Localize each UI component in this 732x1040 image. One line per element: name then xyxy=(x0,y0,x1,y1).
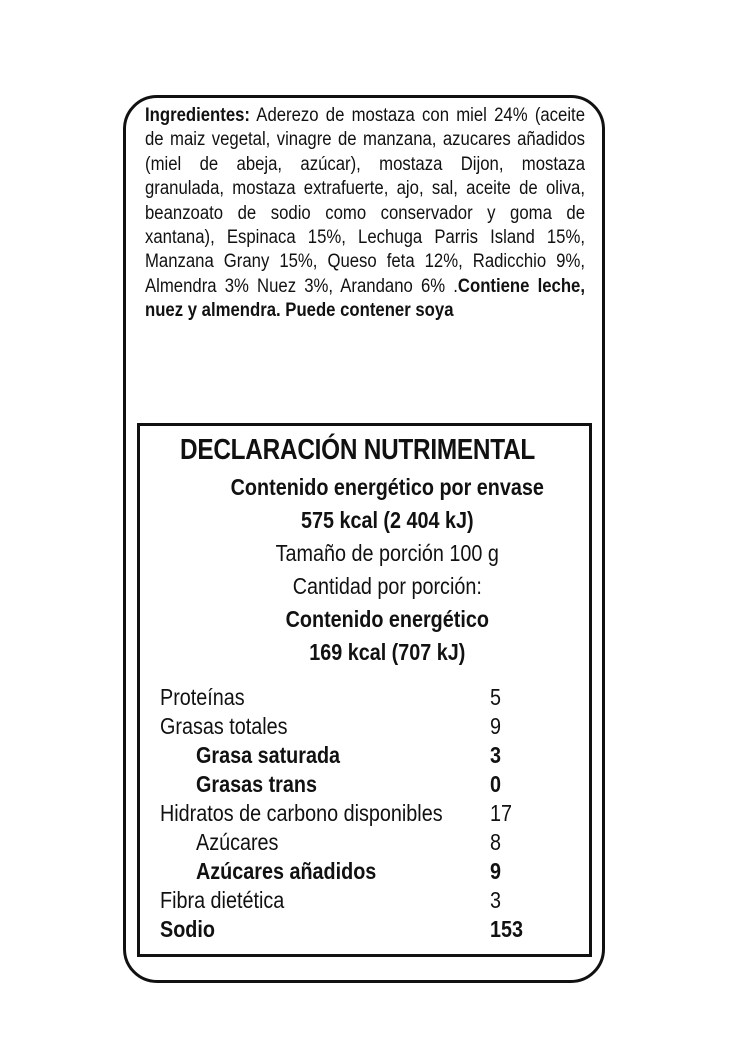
nutrient-label: Fibra dietética xyxy=(160,887,285,913)
ingredients-label: Ingredientes: xyxy=(145,105,250,126)
nutrient-value: 3 xyxy=(490,887,502,913)
nutrient-value: 5 xyxy=(490,684,502,710)
nutrient-value: 3 xyxy=(490,742,502,768)
energy-per-package-value: 575 kcal (2 404 kJ) xyxy=(300,507,474,533)
amount-per-portion: Cantidad por porción: xyxy=(292,573,482,599)
ingredients-list: Aderezo de mostaza con miel 24% (aceite de maiz vegetal, vinagre de manzana, azucares añadidos (miel de abeja, azúcar), mostaza Dijon, mostaza granulada, mostaza extrafuerte, ajo, sal, aceite de oliva, beanzoato de sodio como conservador y goma de xantana), Espinaca 15%, Lechuga Parris Island 15%, Manzana Grany 15%, Queso feta 12%, Radicchio 9%, Almendra 3% Nuez 3%, Arandano 6% . xyxy=(145,105,585,297)
nutrient-label: Proteínas xyxy=(160,684,245,710)
nutrient-value: 9 xyxy=(490,858,502,884)
nutrient-value: 8 xyxy=(490,829,502,855)
nutrition-title: DECLARACIÓN NUTRIMENTAL xyxy=(180,434,536,466)
nutrient-label: Sodio xyxy=(160,916,215,942)
nutrient-label: Hidratos de carbono disponibles xyxy=(160,800,443,826)
nutrient-label: Grasas totales xyxy=(160,713,288,739)
nutrient-label: Grasas trans xyxy=(196,771,317,797)
nutrient-value: 9 xyxy=(490,713,502,739)
energy-per-package-label: Contenido energético por envase xyxy=(230,474,544,500)
energy-value: 169 kcal (707 kJ) xyxy=(309,639,466,665)
portion-size: Tamaño de porción 100 g xyxy=(275,540,499,566)
nutrient-label: Grasa saturada xyxy=(196,742,341,768)
nutrient-label: Azúcares añadidos xyxy=(196,858,377,884)
ingredients-text xyxy=(145,104,585,324)
allergen-statement: Contiene leche, nuez y almendra. Puede contener soya xyxy=(145,275,586,322)
nutrient-value: 153 xyxy=(490,916,524,942)
energy-label: Contenido energético xyxy=(285,606,489,632)
nutrient-label: Azúcares xyxy=(196,829,279,855)
nutrient-value: 0 xyxy=(490,771,502,797)
nutrient-value: 17 xyxy=(490,800,513,826)
